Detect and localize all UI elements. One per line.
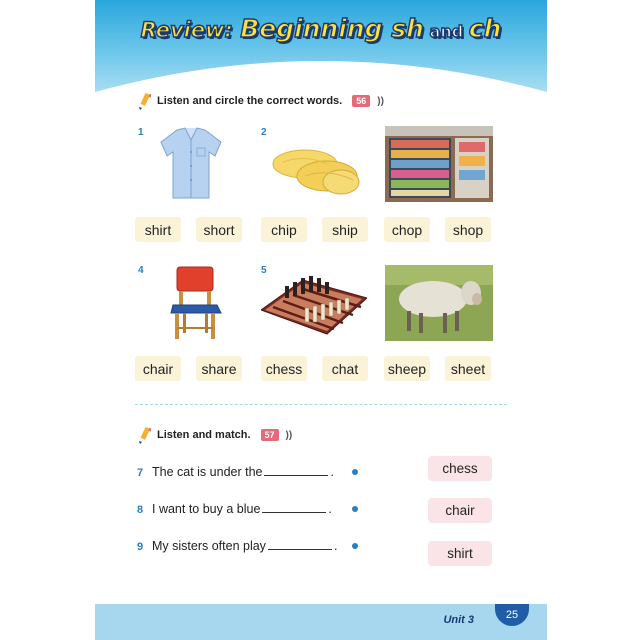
match-dot[interactable]: [352, 506, 358, 512]
instruction-match: [137, 426, 292, 444]
answer-option[interactable]: chair: [428, 498, 492, 523]
shop-icon: [385, 126, 493, 202]
instruction-text: Listen and match.: [157, 429, 251, 441]
pencil-icon: [137, 426, 151, 444]
shirt-icon: [159, 126, 223, 200]
question-end: .: [333, 539, 338, 553]
word-option[interactable]: chop: [384, 217, 430, 242]
question-number: 9: [137, 541, 144, 553]
title-beginning: Beginning: [240, 14, 392, 43]
word-option[interactable]: sheet: [445, 356, 491, 381]
chips-icon: [269, 140, 363, 198]
word-option[interactable]: shop: [445, 217, 491, 242]
word-option[interactable]: chess: [261, 356, 307, 381]
page-footer: [95, 604, 547, 640]
answer-option[interactable]: shirt: [428, 541, 492, 566]
item-number: 4: [138, 265, 144, 276]
question-text: The cat is under the: [152, 465, 263, 479]
sheep-icon: [385, 265, 493, 341]
page-title: [95, 14, 547, 43]
audio-icon[interactable]: )): [377, 95, 384, 107]
audio-icon[interactable]: )): [285, 429, 293, 441]
pencil-icon: [137, 92, 151, 110]
word-option[interactable]: ship: [322, 217, 368, 242]
match-question: [137, 500, 332, 516]
answer-blank[interactable]: [264, 463, 328, 476]
question-text: My sisters often play: [152, 539, 266, 553]
chair-icon: [169, 265, 223, 341]
match-question: [137, 537, 337, 553]
match-dot[interactable]: [352, 543, 358, 549]
chess-icon: [261, 268, 367, 336]
word-option[interactable]: shirt: [135, 217, 181, 242]
answer-blank[interactable]: [262, 500, 326, 513]
answer-blank[interactable]: [268, 537, 332, 550]
section-divider: [135, 404, 507, 405]
word-option[interactable]: chair: [135, 356, 181, 381]
word-option[interactable]: chip: [261, 217, 307, 242]
word-option[interactable]: chat: [322, 356, 368, 381]
match-question: [137, 463, 334, 479]
item-number: 2: [261, 127, 267, 138]
track-badge: 57: [261, 429, 279, 441]
question-end: .: [330, 465, 334, 479]
word-option[interactable]: sheep: [384, 356, 430, 381]
page-header: [95, 0, 547, 92]
title-and: and: [423, 22, 469, 41]
track-badge: 56: [352, 95, 370, 107]
question-number: 7: [137, 467, 144, 479]
title-review: Review:: [140, 18, 241, 42]
workbook-page: [95, 0, 547, 640]
word-option[interactable]: short: [196, 217, 242, 242]
header-curve: [95, 52, 547, 94]
question-number: 8: [137, 504, 144, 516]
question-text: I want to buy a blue: [152, 502, 261, 516]
instruction-circle: [137, 92, 384, 110]
word-option[interactable]: share: [196, 356, 242, 381]
instruction-text: Listen and circle the correct words.: [157, 95, 343, 107]
match-dot[interactable]: [352, 469, 358, 475]
unit-label: Unit 3: [443, 614, 474, 626]
title-sh: sh: [391, 14, 424, 43]
item-number: 1: [138, 127, 144, 138]
title-ch: ch: [468, 14, 502, 43]
page-number: 25: [495, 604, 529, 626]
item-number: 5: [261, 265, 267, 276]
answer-option[interactable]: chess: [428, 456, 492, 481]
question-end: .: [328, 502, 332, 516]
